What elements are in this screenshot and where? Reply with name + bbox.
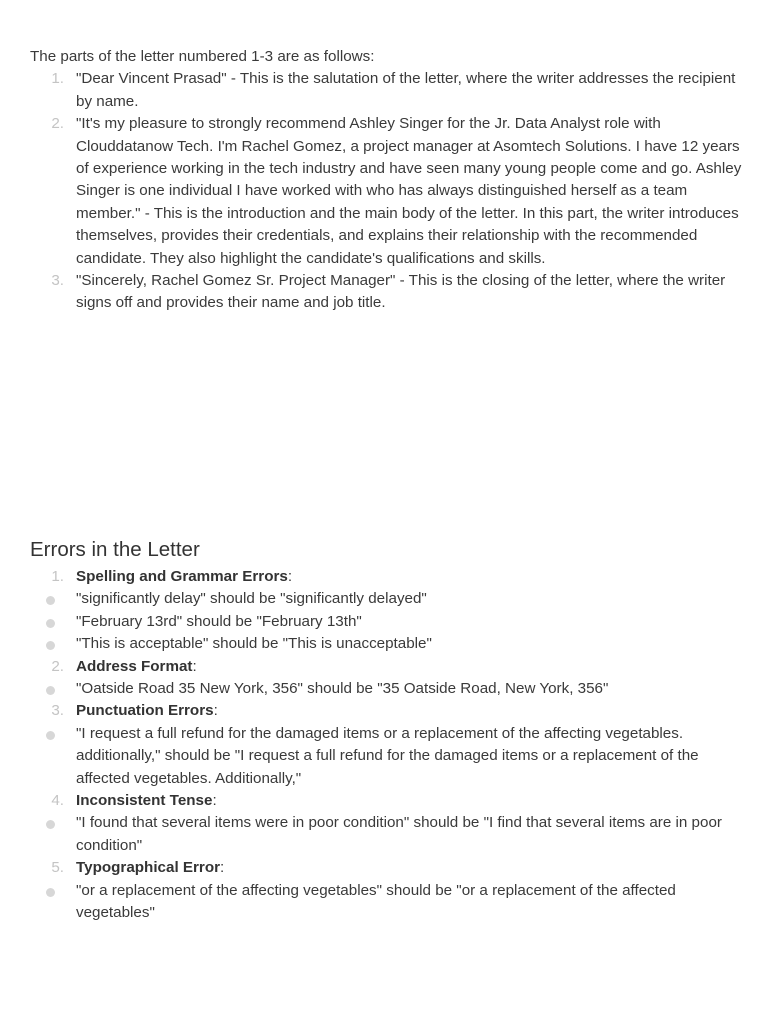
parts-list-item bbox=[30, 113, 745, 270]
error-category bbox=[30, 566, 745, 588]
list-number: 4. bbox=[51, 792, 64, 810]
bullet-text: "I request a full refund for the damaged items or a replacement of the affecting vegetables. additionally," should be "I request a full refund for the damaged items or a replacement of the affected vegetables. Additionally," bbox=[76, 724, 699, 787]
error-category bbox=[30, 700, 745, 722]
errors-heading: Errors in the Letter bbox=[30, 538, 200, 561]
bullet-dot-icon bbox=[46, 641, 55, 650]
bullet-dot-icon bbox=[46, 820, 55, 829]
error-bullet-item bbox=[30, 588, 745, 610]
error-category-title: Punctuation Errors bbox=[76, 702, 214, 720]
list-number: 5. bbox=[51, 859, 64, 877]
bullet-dot-icon bbox=[46, 619, 55, 628]
colon: : bbox=[212, 792, 217, 810]
error-bullet-item bbox=[30, 611, 745, 633]
colon: : bbox=[220, 859, 225, 877]
bullet-dot-icon bbox=[46, 686, 55, 695]
error-category-title: Address Format bbox=[76, 657, 193, 675]
parts-list-item bbox=[30, 68, 745, 113]
colon: : bbox=[213, 702, 218, 720]
list-number: 2. bbox=[51, 115, 64, 133]
list-item-text: "Dear Vincent Prasad" - This is the salutation of the letter, where the writer addresses the recipient by name. bbox=[76, 70, 736, 110]
list-number: 2. bbox=[51, 657, 64, 675]
error-category-title: Inconsistent Tense bbox=[76, 792, 213, 810]
letter-parts-section bbox=[30, 46, 745, 315]
parts-list bbox=[30, 68, 745, 314]
error-bullet-item bbox=[30, 723, 745, 790]
bullet-dot-icon bbox=[46, 596, 55, 605]
list-number: 1. bbox=[51, 70, 64, 88]
bullet-dot-icon bbox=[46, 731, 55, 740]
bullet-text: "significantly delay" should be "significantly delayed" bbox=[76, 590, 427, 608]
parts-list-item bbox=[30, 270, 745, 315]
bullet-text: "This is acceptable" should be "This is unacceptable" bbox=[76, 635, 432, 653]
error-bullet-item bbox=[30, 880, 745, 925]
error-category bbox=[30, 790, 745, 812]
bullet-dot-icon bbox=[46, 888, 55, 897]
error-category bbox=[30, 656, 745, 678]
error-bullet-item bbox=[30, 633, 745, 655]
bullet-text: "February 13rd" should be "February 13th" bbox=[76, 612, 362, 630]
list-number: 3. bbox=[51, 272, 64, 290]
errors-section bbox=[30, 536, 745, 925]
bullet-text: "I found that several items were in poor condition" should be "I find that several items are in poor condition" bbox=[76, 814, 722, 854]
parts-intro: The parts of the letter numbered 1-3 are as follows: bbox=[30, 48, 375, 65]
bullet-text: "or a replacement of the affecting vegetables" should be "or a replacement of the affected vegetables" bbox=[76, 881, 676, 922]
error-bullet-item bbox=[30, 678, 745, 700]
error-bullet-item bbox=[30, 812, 745, 857]
list-number: 3. bbox=[51, 702, 64, 720]
error-category-title: Spelling and Grammar Errors bbox=[76, 568, 288, 585]
colon: : bbox=[287, 568, 293, 585]
colon: : bbox=[192, 657, 197, 675]
list-number: 1. bbox=[51, 568, 64, 585]
list-item-text: "Sincerely, Rachel Gomez Sr. Project Manager" - This is the closing of the letter, where the writer signs off and provides their name and job title. bbox=[76, 272, 726, 312]
bullet-text: "Oatside Road 35 New York, 356" should be "35 Oatside Road, New York, 356" bbox=[76, 680, 609, 698]
error-category-title: Typographical Error bbox=[76, 859, 221, 877]
list-item-text: "It's my pleasure to strongly recommend Ashley Singer for the Jr. Data Analyst role with Clouddatanow Tech. I'm Rachel Gomez, a project manager at Asomtech Solutions. I have 12 years of experience working in the tech industry and have seen many young people come and go. Ashley Singer is one individual I have worked with who has always distinguished herself as a team member." - This is the introduction and the main body of the letter. In this part, the writer introduces themselves, provides their credentials, and explains their relationship with the recommended candidate. They also highlight the candidate's qualifications and skills. bbox=[76, 115, 742, 267]
error-category bbox=[30, 857, 745, 879]
